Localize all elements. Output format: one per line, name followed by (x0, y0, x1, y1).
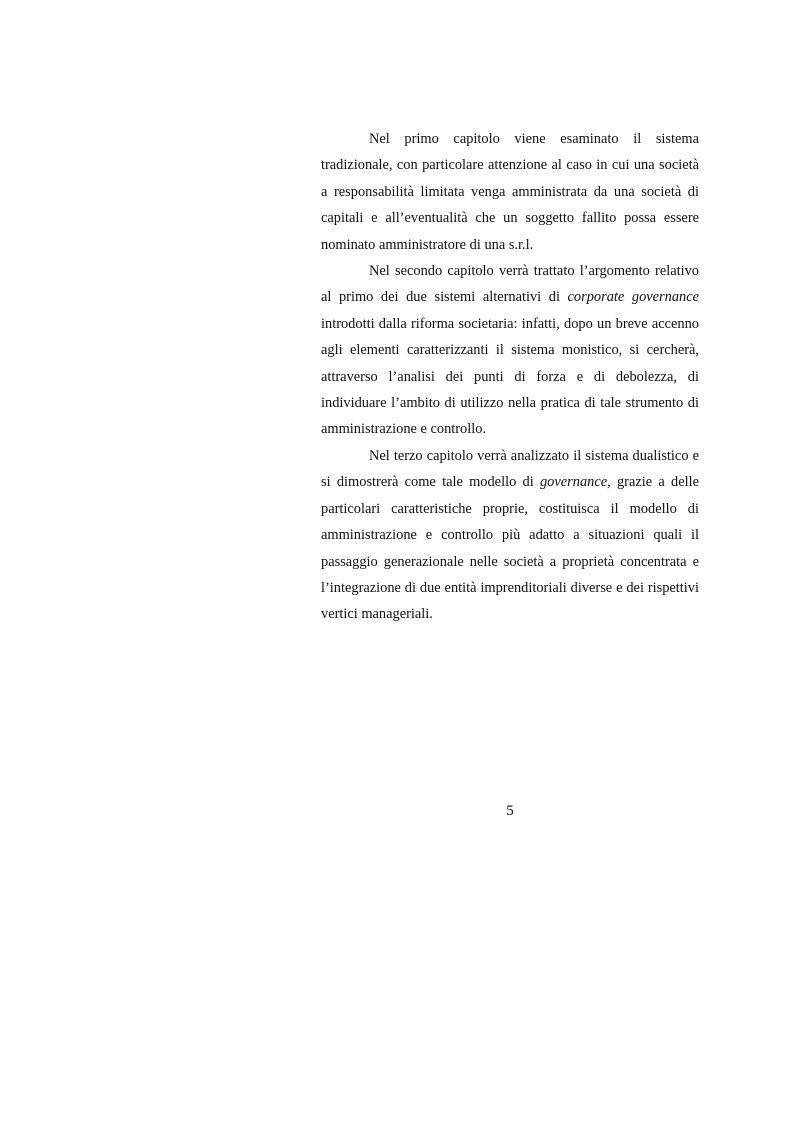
paragraph-2-text-a: Nel secondo capitolo verrà trattato l’argomento relativo al primo dei due sistemi alternativi di (321, 263, 699, 306)
paragraph-3 (321, 443, 699, 628)
paragraph-3-text-a: Nel terzo capitolo verrà analizzato il sistema dualistico e si dimostrerà come tale modello di (321, 447, 699, 491)
paragraph-3-italic-term: governance (539, 474, 608, 491)
paragraph-1 (321, 126, 699, 258)
paragraph-2-text-b: introdotti dalla riforma societaria: infatti, dopo un breve accenno agli elementi caratterizzanti il sistema monistico, si cercherà, attraverso l’analisi dei punti di forza e di debolezza, di individuare l’ambito di utilizzo nella pratica di tale strumento di amministrazione e controllo. (321, 315, 699, 438)
paragraph-2 (321, 258, 699, 443)
paragraph-2-italic-term: corporate governance (567, 289, 699, 306)
page-number: 5 (506, 803, 514, 819)
body-text (321, 126, 699, 628)
paragraph-3-text-b: , grazie a delle particolari caratteristiche proprie, costituisca il modello di amministrazione e controllo più adatto a situazioni quali il passaggio generazionale nelle società a proprietà concentrata e l’integrazione di due entità imprenditoriali diverse e dei rispettivi vertici manageriali. (321, 474, 699, 623)
paragraph-1-text: Nel primo capitolo viene esaminato il sistema tradizionale, con particolare attenzione al caso in cui una società a responsabilità limitata venga amministrata da una società di capitali e all’eventualità che un soggetto fallito possa essere nominato amministratore di una s.r.l. (321, 131, 699, 253)
